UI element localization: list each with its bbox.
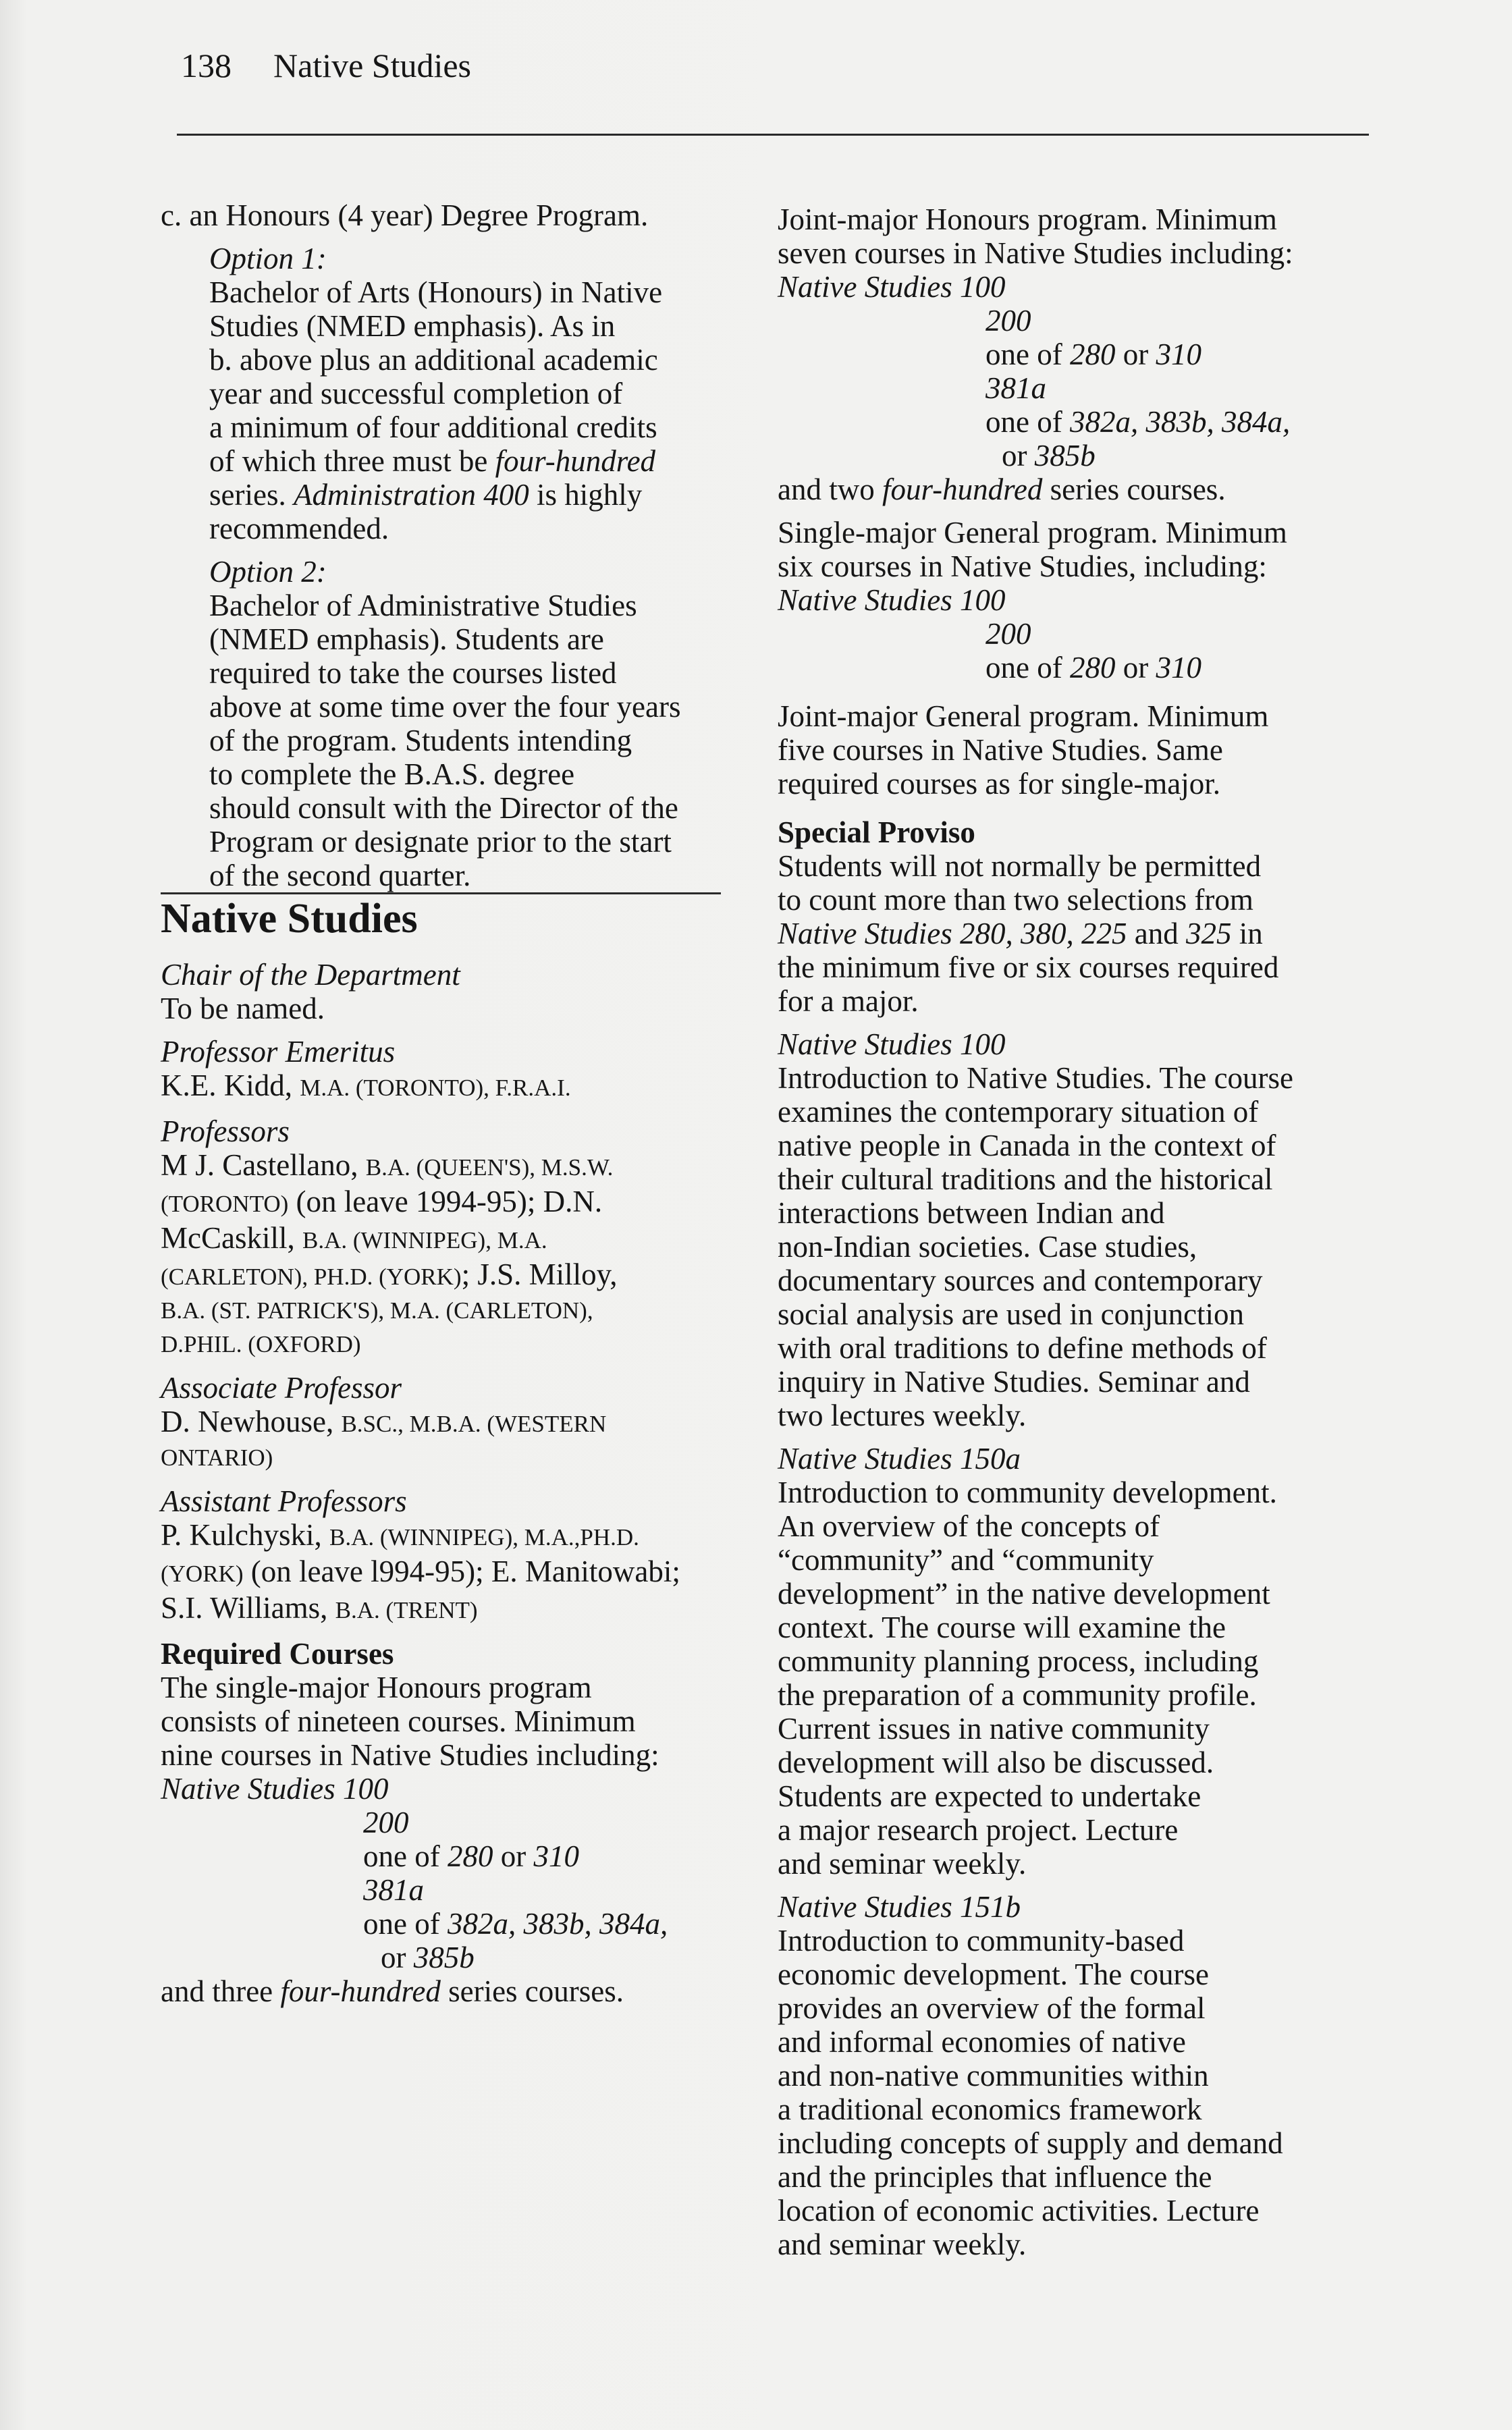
course-desc-line: non-Indian societies. Case studies, — [778, 1230, 1197, 1264]
course-desc-line: development” in the native development — [778, 1577, 1270, 1611]
proviso-block — [778, 815, 1372, 1018]
course-desc-line: and the principles that influence the — [778, 2160, 1212, 2194]
professors-line: (TORONTO) (on leave 1994-95); D.N. — [161, 1185, 603, 1218]
option-2-line: above at some time over the four years — [209, 690, 681, 724]
course-desc-line: two lectures weekly. — [778, 1399, 1027, 1432]
option-1-line: b. above plus an additional academic — [209, 343, 658, 377]
assistant-line: S.I. Williams, B.A. (TRENT) — [161, 1591, 478, 1625]
emeritus-heading: Professor Emeritus — [161, 1035, 396, 1069]
course-line: one of 280 or 310 — [363, 1839, 579, 1873]
course-desc-line: documentary sources and contemporary — [778, 1264, 1263, 1297]
option-1-line: series. Administration 400 is highly — [209, 478, 643, 512]
assistant-block — [161, 1484, 755, 1627]
course-line: Native Studies 100 — [778, 583, 1006, 617]
associate-line: ONTARIO) — [161, 1444, 273, 1471]
program-c-line: c. an Honours (4 year) Degree Program. — [161, 198, 649, 232]
course-desc-line: community planning process, including — [778, 1644, 1259, 1678]
option-1-heading: Option 1: — [209, 242, 327, 275]
course-desc-line: examines the contemporary situation of — [778, 1095, 1259, 1129]
course-desc-line: location of economic activities. Lecture — [778, 2194, 1260, 2228]
professors-block — [161, 1114, 755, 1361]
course-line: 381a — [363, 1873, 424, 1907]
course-line: one of 280 or 310 — [986, 651, 1202, 684]
joint-general-block — [778, 699, 1372, 801]
course-desc-line: “community” and “community — [778, 1543, 1154, 1577]
course-line: Native Studies 100 — [161, 1772, 389, 1806]
associate-line: D. Newhouse, B.SC., M.B.A. (WESTERN — [161, 1405, 607, 1438]
course-heading: Native Studies 100 — [778, 1027, 1006, 1061]
assistant-heading: Assistant Professors — [161, 1484, 407, 1518]
option-2-line: Bachelor of Administrative Studies — [209, 589, 637, 622]
joint-honours-line: Joint-major Honours program. Minimum — [778, 202, 1277, 236]
course-desc-line: Introduction to community development. — [778, 1476, 1277, 1509]
course-heading: Native Studies 151b — [778, 1890, 1021, 1924]
required-line: consists of nineteen courses. Minimum — [161, 1704, 636, 1738]
course-desc-line: development will also be discussed. — [778, 1746, 1214, 1779]
professors-line: B.A. (ST. PATRICK'S), M.A. (CARLETON), — [161, 1297, 593, 1324]
course-heading: Native Studies 150a — [778, 1442, 1021, 1476]
option-1-line: Studies (NMED emphasis). As in — [209, 309, 616, 343]
associate-heading: Associate Professor — [161, 1371, 402, 1405]
single-general-line: Single-major General program. Minimum — [778, 516, 1287, 549]
course-line: one of 382a, 383b, 384a, — [986, 405, 1291, 439]
course-desc-line: and seminar weekly. — [778, 2228, 1027, 2261]
course-line: one of 382a, 383b, 384a, — [363, 1907, 668, 1941]
chair-block — [161, 958, 755, 1025]
required-heading: Required Courses — [161, 1637, 394, 1671]
joint-general-line: Joint-major General program. Minimum — [778, 699, 1269, 733]
course-desc-line: interactions between Indian and — [778, 1196, 1165, 1230]
course-desc-line: including concepts of supply and demand — [778, 2126, 1283, 2160]
course-desc-line: An overview of the concepts of — [778, 1509, 1160, 1543]
joint-honours-line: seven courses in Native Studies including: — [778, 236, 1293, 270]
emeritus-text: K.E. Kidd, M.A. (TORONTO), F.R.A.I. — [161, 1069, 571, 1102]
professors-line: (CARLETON), PH.D. (YORK); J.S. Milloy, — [161, 1258, 618, 1291]
proviso-line: for a major. — [778, 984, 919, 1018]
option-2-line: required to take the courses listed — [209, 656, 617, 690]
required-end: and three four-hundred series courses. — [161, 1974, 624, 2008]
course-desc-line: native people in Canada in the context of — [778, 1129, 1276, 1162]
joint-honours-end: and two four-hundred series courses. — [778, 473, 1226, 506]
option-1 — [161, 242, 755, 892]
running-header — [181, 46, 471, 85]
course-desc-line: and seminar weekly. — [778, 1847, 1027, 1881]
course-line: 200 — [363, 1806, 409, 1839]
professors-line: D.PHIL. (OXFORD) — [161, 1331, 361, 1357]
running-title: Native Studies — [273, 47, 472, 84]
course-line: or 385b — [381, 1941, 475, 1974]
single-general-block — [778, 516, 1372, 684]
option-1-line: a minimum of four additional credits — [209, 410, 657, 444]
emeritus-block — [161, 1035, 755, 1105]
professors-heading: Professors — [161, 1114, 290, 1148]
proviso-line: the minimum five or six courses required — [778, 950, 1279, 984]
joint-general-line: five courses in Native Studies. Same — [778, 733, 1223, 767]
course-line: 200 — [986, 304, 1031, 338]
course-ns151b — [778, 1890, 1372, 2261]
course-desc-line: social analysis are used in conjunction — [778, 1297, 1245, 1331]
page-number: 138 — [181, 47, 232, 84]
course-desc-line: a traditional economics framework — [778, 2092, 1202, 2126]
single-general-line: six courses in Native Studies, including: — [778, 549, 1267, 583]
proviso-line: to count more than two selections from — [778, 883, 1253, 917]
right-column — [778, 202, 1372, 2261]
course-desc-line: a major research project. Lecture — [778, 1813, 1179, 1847]
course-ns100 — [778, 1027, 1372, 1432]
course-desc-line: and non-native communities within — [778, 2059, 1209, 2092]
left-column — [161, 198, 755, 2008]
course-line: one of 280 or 310 — [986, 338, 1202, 371]
header-rule — [177, 134, 1369, 136]
course-line: or 385b — [1002, 439, 1096, 473]
course-desc-line: the preparation of a community profile. — [778, 1678, 1257, 1712]
joint-honours-block — [778, 202, 1372, 506]
option-2-line: of the program. Students intending — [209, 724, 632, 757]
course-ns150a — [778, 1442, 1372, 1881]
assistant-line: (YORK) (on leave l994-95); E. Manitowabi; — [161, 1555, 680, 1588]
course-desc-line: with oral traditions to define methods of — [778, 1331, 1267, 1365]
associate-block — [161, 1371, 755, 1475]
option-2-heading: Option 2: — [209, 555, 327, 589]
assistant-line: P. Kulchyski, B.A. (WINNIPEG), M.A.,PH.D. — [161, 1518, 639, 1552]
professors-line: M J. Castellano, B.A. (QUEEN'S), M.S.W. — [161, 1148, 614, 1182]
course-desc-line: Students are expected to undertake — [778, 1779, 1202, 1813]
proviso-line: Native Studies 280, 380, 225 and 325 in — [778, 917, 1263, 950]
option-1-line: year and successful completion of — [209, 377, 623, 410]
option-1-line: Bachelor of Arts (Honours) in Native — [209, 275, 663, 309]
course-desc-line: Current issues in native community — [778, 1712, 1210, 1746]
section-title: Native Studies — [161, 896, 418, 942]
course-line: 381a — [986, 371, 1046, 405]
option-2-line: of the second quarter. — [209, 859, 471, 892]
course-desc-line: context. The course will examine the — [778, 1611, 1226, 1644]
joint-general-line: required courses as for single-major. — [778, 767, 1221, 801]
course-desc-line: and informal economies of native — [778, 2025, 1186, 2059]
proviso-line: Students will not normally be permitted — [778, 849, 1262, 883]
course-desc-line: provides an overview of the formal — [778, 1991, 1206, 2025]
course-desc-line: Introduction to Native Studies. The course — [778, 1061, 1294, 1095]
option-2-line: Program or designate prior to the start — [209, 825, 672, 859]
course-line: Native Studies 100 — [778, 270, 1006, 304]
option-1-line: recommended. — [209, 512, 389, 545]
option-2-line: (NMED emphasis). Students are — [209, 622, 604, 656]
required-line: The single-major Honours program — [161, 1671, 592, 1704]
chair-text: To be named. — [161, 992, 325, 1025]
required-block — [161, 1637, 755, 2008]
professors-line: McCaskill, B.A. (WINNIPEG), M.A. — [161, 1221, 547, 1255]
course-desc-line: Introduction to community-based — [778, 1924, 1185, 1958]
option-2-line: to complete the B.A.S. degree — [209, 757, 575, 791]
option-2-line: should consult with the Director of the — [209, 791, 678, 825]
option-1-line: of which three must be four-hundred — [209, 444, 656, 478]
chair-heading: Chair of the Department — [161, 958, 460, 992]
course-desc-line: inquiry in Native Studies. Seminar and — [778, 1365, 1250, 1399]
course-line: 200 — [986, 617, 1031, 651]
course-desc-line: their cultural traditions and the historical — [778, 1162, 1273, 1196]
required-line: nine courses in Native Studies including: — [161, 1738, 659, 1772]
proviso-heading: Special Proviso — [778, 815, 975, 849]
course-desc-line: economic development. The course — [778, 1958, 1209, 1991]
